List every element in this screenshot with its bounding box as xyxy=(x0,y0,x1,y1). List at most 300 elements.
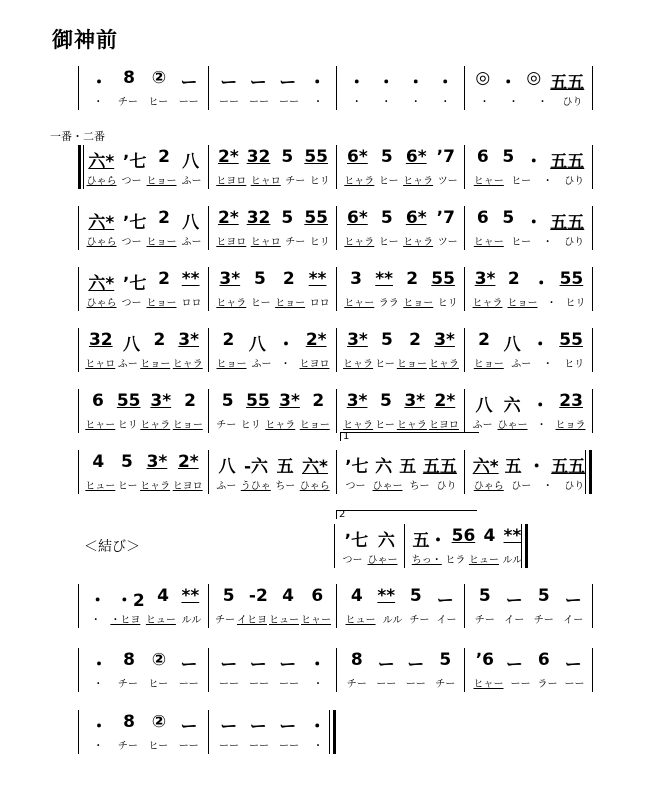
syllable-row xyxy=(214,233,332,248)
note-row xyxy=(342,147,460,167)
note: ー xyxy=(180,73,198,93)
syllable: ララ xyxy=(378,298,399,309)
note: ** xyxy=(308,269,327,289)
note-row xyxy=(84,269,204,294)
syllable-row xyxy=(84,172,204,187)
note: ʼ七 xyxy=(345,457,369,477)
volta-bracket-1 xyxy=(340,432,479,441)
syllable: ヒー xyxy=(511,176,531,187)
note: 3 xyxy=(350,269,362,289)
note: ・ xyxy=(348,73,366,93)
syllable-row xyxy=(470,355,588,370)
syllable: ・ xyxy=(313,97,323,108)
syllable: ーー xyxy=(249,679,269,690)
syllable: ヒョー xyxy=(299,420,330,431)
note: ・ xyxy=(436,73,454,93)
note: 4 xyxy=(157,586,169,606)
syllable-row xyxy=(470,233,588,248)
syllable: ヒョー xyxy=(146,298,177,309)
syllable: ヒャー xyxy=(473,237,504,248)
syllable: ・ xyxy=(313,741,323,752)
note: 六 xyxy=(503,396,521,416)
syllable: ・ xyxy=(410,97,421,108)
syllable: イー xyxy=(504,615,525,626)
note: 5 xyxy=(537,586,550,606)
note-row xyxy=(84,330,204,355)
note-row xyxy=(342,452,460,477)
note: 8 xyxy=(123,650,135,670)
note: 2 xyxy=(409,330,421,350)
syllable: つー xyxy=(121,298,142,309)
note: ② xyxy=(151,68,167,88)
syllable: ちっ・ xyxy=(411,555,442,566)
syllable: ヒー xyxy=(117,481,138,492)
syllable: ・ヒヨ xyxy=(110,615,141,626)
note: ʼ7 xyxy=(436,147,455,167)
syllable: ヒョー xyxy=(216,359,247,370)
syllable: ふー xyxy=(472,420,493,431)
barline xyxy=(464,328,465,372)
note: 4 xyxy=(92,452,105,472)
note: ** xyxy=(503,526,522,546)
staff-system xyxy=(0,206,670,250)
barline xyxy=(336,389,337,433)
note-row xyxy=(214,712,332,737)
syllable-row xyxy=(342,294,460,309)
syllable: ・ xyxy=(536,420,547,431)
note: 32 xyxy=(246,208,271,228)
syllable: ヒャー xyxy=(344,298,375,309)
syllable: ヒヨロ xyxy=(428,420,459,431)
barline xyxy=(208,710,209,754)
note: 6* xyxy=(405,147,427,167)
barline xyxy=(464,389,465,433)
note: ー xyxy=(564,591,582,611)
syllable: ーー xyxy=(405,679,426,690)
note-row xyxy=(84,452,204,472)
syllable: ヒャー xyxy=(301,615,331,626)
note: 6 xyxy=(476,147,489,167)
note: 6 xyxy=(311,586,324,606)
staff-system xyxy=(0,328,670,372)
note: 八 xyxy=(123,335,140,355)
syllable-row xyxy=(340,551,400,566)
syllable: ヒュー xyxy=(145,615,176,626)
barline xyxy=(464,450,465,494)
barline xyxy=(78,328,79,372)
measure xyxy=(342,389,460,433)
note: 5 xyxy=(121,452,133,472)
note: 4 xyxy=(350,586,363,606)
syllable: ヒュー xyxy=(269,615,299,626)
syllable: ルル xyxy=(382,615,403,626)
note: ʼ七 xyxy=(122,274,147,294)
syllable: チー xyxy=(346,679,367,690)
note-row xyxy=(214,68,332,93)
note: 五五 xyxy=(550,213,585,233)
note: ・ xyxy=(531,335,549,355)
barline xyxy=(78,206,79,250)
barline xyxy=(592,648,593,692)
note-row xyxy=(342,269,460,289)
barline xyxy=(336,66,337,110)
syllable: ヒャラ xyxy=(428,359,459,370)
note: 6* xyxy=(347,208,368,228)
page-title: 御神前 xyxy=(52,28,118,52)
note: 2* xyxy=(177,452,199,472)
syllable: ひゃら xyxy=(86,298,117,309)
note: 6 xyxy=(476,208,489,228)
note: ◎ xyxy=(526,68,542,88)
note: ② xyxy=(151,650,167,670)
note: 五五 xyxy=(550,152,585,172)
syllable: ふー xyxy=(216,481,237,492)
note-row xyxy=(214,330,332,355)
note: 5 xyxy=(379,391,392,411)
note: 6* xyxy=(405,208,427,228)
measure xyxy=(84,145,204,189)
syllable: ヒー xyxy=(378,237,399,248)
syllable: ヒョー xyxy=(396,359,427,370)
syllable: ヒャロ xyxy=(85,359,116,370)
barline xyxy=(78,389,79,433)
note: ー xyxy=(220,717,238,737)
syllable: ヒリ xyxy=(309,176,330,187)
note: 五五 xyxy=(551,457,586,477)
syllable-row xyxy=(342,611,460,626)
barline xyxy=(208,145,209,189)
note: 5 xyxy=(281,208,294,228)
note: ・ xyxy=(528,457,546,477)
note: ー xyxy=(180,655,198,675)
measure xyxy=(214,328,332,372)
syllable: つー xyxy=(342,555,363,566)
note-row xyxy=(342,650,460,675)
syllable: ーー xyxy=(178,741,199,752)
note: 五 xyxy=(399,457,417,477)
note-row xyxy=(342,330,460,350)
note: 8 xyxy=(350,650,363,670)
note: ʼ七 xyxy=(122,213,147,233)
note: -六 xyxy=(244,457,269,477)
note-row xyxy=(84,712,204,737)
measure xyxy=(214,710,332,754)
measure xyxy=(470,389,588,433)
barline xyxy=(525,524,528,568)
note: ー xyxy=(220,73,238,93)
note: ・ xyxy=(308,717,326,737)
syllable-row xyxy=(342,675,460,690)
note-row xyxy=(470,586,588,611)
barline xyxy=(333,710,336,754)
barline xyxy=(464,206,465,250)
syllable: ふー xyxy=(181,237,202,248)
note: 8 xyxy=(123,712,135,732)
syllable: つー xyxy=(345,481,366,492)
barline xyxy=(208,206,209,250)
syllable: ヒャラ xyxy=(343,359,374,370)
syllable: ひゃー xyxy=(372,481,403,492)
barline xyxy=(336,648,337,692)
staff-system xyxy=(0,389,670,433)
syllable-row xyxy=(84,355,204,370)
syllable: ヒー xyxy=(148,741,169,752)
syllable: ひゃー xyxy=(497,420,528,431)
measure xyxy=(84,389,204,433)
note-row xyxy=(214,208,332,228)
syllable: ・ xyxy=(508,97,519,108)
note-row xyxy=(470,452,588,477)
syllable: ・ xyxy=(90,615,101,626)
syllable-row xyxy=(214,294,332,309)
measure xyxy=(342,145,460,189)
note: 4 xyxy=(282,586,294,606)
syllable: ・ xyxy=(93,741,104,752)
syllable: イヒヨ xyxy=(237,615,267,626)
note-row xyxy=(470,391,588,416)
note: ー xyxy=(505,655,523,675)
note: 六* xyxy=(472,457,499,477)
note: 5 xyxy=(478,586,491,606)
barline xyxy=(336,206,337,250)
measure xyxy=(470,66,588,110)
note-row xyxy=(342,208,460,228)
note: ー xyxy=(220,655,238,675)
syllable: ヒャラ xyxy=(172,359,203,370)
note: 56 xyxy=(451,526,476,546)
syllable: ヒー xyxy=(375,420,395,431)
syllable-row xyxy=(84,93,204,108)
measure xyxy=(214,267,332,311)
note: ・ xyxy=(407,73,425,93)
syllable: イー xyxy=(436,615,457,626)
syllable: ・ xyxy=(537,97,548,108)
note: 2 xyxy=(507,269,520,289)
note: 8 xyxy=(123,68,135,88)
barline xyxy=(336,145,337,189)
measure xyxy=(342,450,460,494)
syllable: ヒョー xyxy=(146,237,177,248)
syllable-row xyxy=(470,675,588,690)
syllable: ひり xyxy=(564,481,585,492)
syllable: ヒラ xyxy=(445,555,466,566)
note: 23 xyxy=(559,391,583,411)
measure xyxy=(84,450,204,494)
note: 55 xyxy=(304,208,328,228)
note: 八 xyxy=(475,396,493,416)
syllable: ーー xyxy=(376,679,397,690)
barline xyxy=(336,584,337,628)
syllable: ヒャラ xyxy=(403,237,434,248)
syllable-row xyxy=(470,294,588,309)
note: 2* xyxy=(305,330,327,350)
syllable: ひゃー xyxy=(367,555,398,566)
syllable: ひゃら xyxy=(299,481,330,492)
syllable: ・ xyxy=(280,359,291,370)
note: 55 xyxy=(116,391,141,411)
syllable: ーー xyxy=(178,97,199,108)
measure xyxy=(342,648,460,692)
note-row xyxy=(84,391,204,411)
note-row xyxy=(84,650,204,675)
note-row xyxy=(410,526,524,551)
barline xyxy=(464,648,465,692)
syllable: チー xyxy=(533,615,554,626)
note: 5 xyxy=(380,147,393,167)
barline xyxy=(78,145,81,189)
syllable-row xyxy=(342,93,460,108)
syllable: チー xyxy=(215,615,235,626)
note: 2* xyxy=(217,147,239,167)
note: 2 xyxy=(478,330,490,350)
syllable: ヒリ xyxy=(564,359,585,370)
syllable: ヒャロ xyxy=(250,176,281,187)
syllable: ヒャラ xyxy=(403,176,434,187)
note: 55 xyxy=(431,269,455,289)
syllable: ーー xyxy=(249,741,269,752)
syllable: ひり xyxy=(436,481,457,492)
note: 2 xyxy=(153,330,166,350)
note-row xyxy=(214,452,332,477)
note: 55 xyxy=(559,330,583,350)
syllable-row xyxy=(214,355,332,370)
syllable: チー xyxy=(117,741,138,752)
syllable: ーー xyxy=(219,741,239,752)
barline xyxy=(78,584,79,628)
syllable: ヒー xyxy=(148,679,169,690)
note: 5 xyxy=(502,208,515,228)
syllable: ヒー xyxy=(511,237,531,248)
measure xyxy=(214,584,332,628)
note: 5 xyxy=(222,586,235,606)
syllable: ヒリ xyxy=(117,420,138,431)
syllable: ・ xyxy=(351,97,362,108)
note: ー xyxy=(564,655,582,675)
barline xyxy=(78,450,79,494)
syllable-row xyxy=(470,416,588,431)
syllable: ーー xyxy=(178,679,199,690)
note: 2 xyxy=(406,269,419,289)
syllable: ヒリ xyxy=(565,298,586,309)
note: ・ xyxy=(377,73,395,93)
note: ʼ七 xyxy=(122,152,147,172)
note: 3* xyxy=(347,330,368,350)
barline xyxy=(404,524,405,568)
note-row xyxy=(342,586,460,611)
barline xyxy=(208,648,209,692)
barline xyxy=(208,66,209,110)
syllable: ヒョー xyxy=(403,298,434,309)
syllable: ふー xyxy=(181,176,202,187)
measure xyxy=(342,267,460,311)
syllable: ひり xyxy=(564,237,585,248)
syllable: チー xyxy=(285,176,306,187)
note: 2* xyxy=(434,391,456,411)
barline xyxy=(336,450,337,494)
syllable-row xyxy=(214,172,332,187)
note: 3* xyxy=(150,391,172,411)
note: ・ xyxy=(90,717,108,737)
syllable: ヒョー xyxy=(140,359,171,370)
syllable-row xyxy=(342,416,460,431)
syllable: ふー xyxy=(511,359,532,370)
barline xyxy=(592,389,593,433)
measure xyxy=(470,145,588,189)
syllable-row xyxy=(342,233,460,248)
syllable: ヒャロ xyxy=(250,237,281,248)
syllable: ひり xyxy=(562,97,583,108)
syllable-row xyxy=(470,172,588,187)
note: 2 xyxy=(184,391,196,411)
measure xyxy=(342,584,460,628)
note: 5 xyxy=(281,147,294,167)
staff-system xyxy=(0,145,670,189)
note: 2 xyxy=(222,330,235,350)
note-row xyxy=(84,586,204,611)
volta-number: 2 xyxy=(339,509,346,520)
syllable: ーー xyxy=(249,97,269,108)
measure xyxy=(84,648,204,692)
syllable: ーー xyxy=(279,97,299,108)
syllable-row xyxy=(84,675,204,690)
syllable-row xyxy=(84,416,204,431)
barline xyxy=(464,584,465,628)
note-row xyxy=(342,68,460,93)
note: 5 xyxy=(502,147,515,167)
note: ー xyxy=(279,73,297,93)
measure xyxy=(470,267,588,311)
syllable-row xyxy=(84,477,204,492)
note: 2 xyxy=(312,391,325,411)
note: 5 xyxy=(381,330,393,350)
note: ー xyxy=(377,655,395,675)
note: 3* xyxy=(146,452,168,472)
note: 六 xyxy=(375,457,393,477)
note: 3* xyxy=(404,391,426,411)
note-row xyxy=(470,208,588,233)
syllable: ヒヨロ xyxy=(216,237,247,248)
measure xyxy=(214,206,332,250)
syllable-row xyxy=(342,172,460,187)
barline xyxy=(589,450,592,494)
note-row xyxy=(214,586,332,606)
note: 5 xyxy=(221,391,234,411)
note: ・2 xyxy=(115,591,145,611)
note: ー xyxy=(249,73,267,93)
syllable: ヒリ xyxy=(309,237,330,248)
note: 55 xyxy=(559,269,584,289)
syllable-row xyxy=(84,294,204,309)
syllable: ルル xyxy=(502,555,523,566)
note: ・ xyxy=(525,152,543,172)
syllable: チー xyxy=(117,97,138,108)
note-row xyxy=(470,650,588,675)
measure xyxy=(214,66,332,110)
syllable: ヒョー xyxy=(275,298,306,309)
measure xyxy=(470,328,588,372)
note: 3* xyxy=(474,269,496,289)
syllable: ・ xyxy=(440,97,451,108)
syllable: ちー xyxy=(409,481,430,492)
syllable: ふー xyxy=(117,359,138,370)
note: ・ xyxy=(525,213,543,233)
note-row xyxy=(342,391,460,411)
syllable: ツー xyxy=(437,237,458,248)
note: 五五 xyxy=(422,457,457,477)
note: 六* xyxy=(88,274,115,294)
syllable: ヒャラ xyxy=(140,481,171,492)
syllable: ちー xyxy=(275,481,296,492)
